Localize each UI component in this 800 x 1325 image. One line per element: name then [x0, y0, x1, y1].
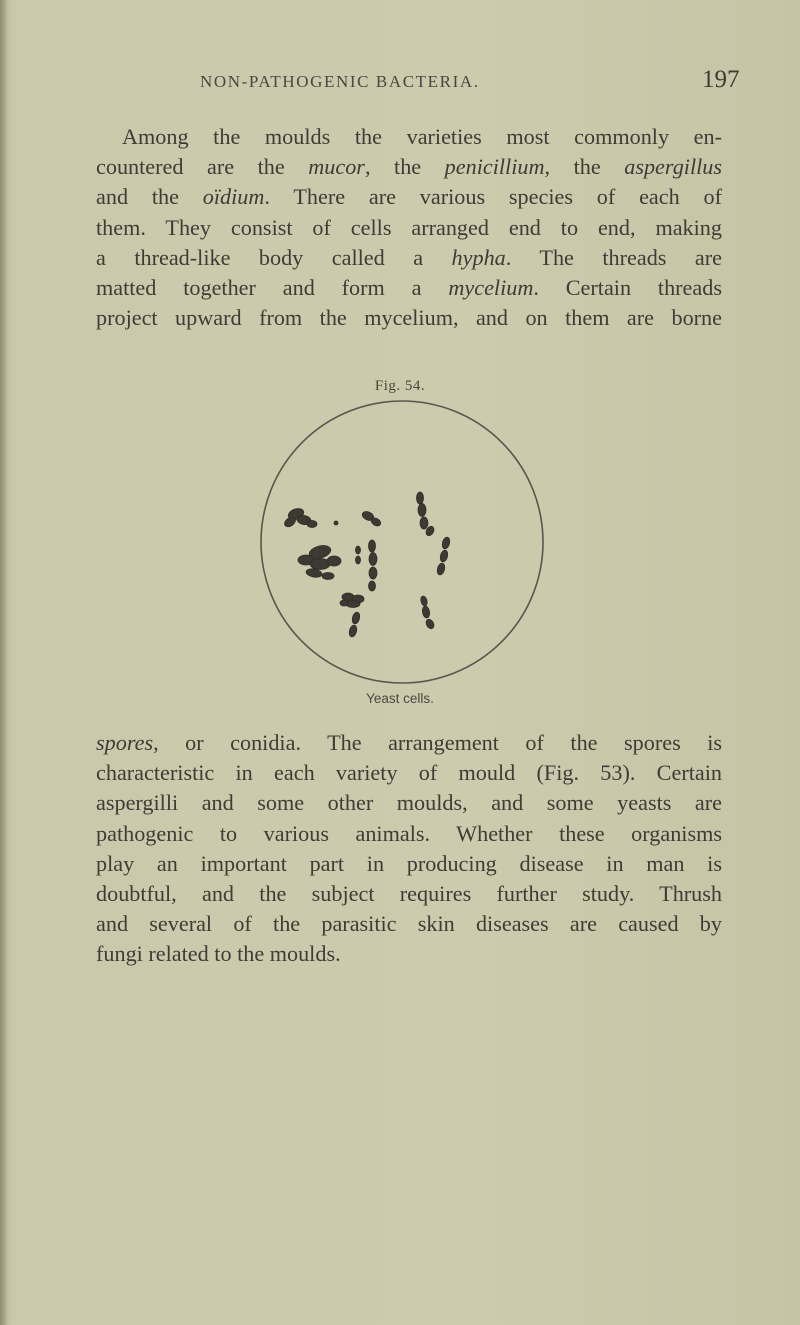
text-line: Among the moulds the varieties most commonly en- [122, 124, 722, 149]
figure-caption: Yeast cells. [366, 691, 434, 706]
text-line: and the oïdium. There are various species of each of [96, 184, 722, 210]
text-line: project upward from the mycelium, and on them are borne [96, 305, 722, 331]
text-line: characteristic in each variety of mould (Fig. 53). Certain [96, 760, 722, 786]
term-mycelium: mycelium [448, 275, 534, 301]
figure-label: Fig. 54. [374, 378, 426, 394]
text-line: matted together and form a mycelium. Certain threads [96, 275, 722, 301]
microscope-field-circle [261, 401, 543, 683]
term-hypha: hypha [451, 244, 506, 270]
text-line: countered are the mucor, the penicillium, the aspergillus [96, 154, 723, 180]
term-spores: spores [96, 730, 154, 755]
yeast-chain-right [436, 536, 451, 575]
yeast-cluster-lower [340, 593, 364, 608]
running-head: NON-PATHOGENIC BACTERIA. [200, 72, 480, 91]
yeast-chain-lower-right [420, 595, 436, 630]
text-line: aspergilli and some other moulds, and some yeasts are [96, 790, 722, 816]
yeast-chain-center [356, 540, 378, 591]
term-penicillium: penicillium [444, 154, 545, 180]
text-line: a thread-like body called a hypha. The threads are [96, 244, 722, 270]
yeast-cells-illustration [258, 398, 546, 686]
text-line: and several of the parasitic skin diseases are caused by [96, 911, 722, 937]
term-mucor: mucor [308, 154, 365, 180]
term-oidium: oïdium [202, 184, 265, 210]
yeast-chain-upper-right [417, 492, 436, 537]
term-aspergillus: aspergillus [624, 154, 723, 180]
text-line: play an important part in producing disease in man is [96, 850, 722, 876]
yeast-chain-lower-center [348, 611, 361, 637]
text-line: spores, or conidia. The arrangement of the spores is [96, 730, 722, 755]
page-gutter-shadow [0, 0, 8, 1325]
page-number: 197 [702, 66, 740, 93]
yeast-mass-left [298, 543, 341, 579]
text-line: doubtful, and the subject requires further study. Thrush [96, 881, 722, 907]
text-line: them. They consist of cells arranged end to end, making [96, 214, 722, 240]
yeast-cluster-upper-left [283, 507, 338, 529]
yeast-bud-upper-center [361, 510, 382, 528]
paragraph-moulds [96, 122, 722, 333]
text-line: pathogenic to various animals. Whether these organisms [96, 820, 722, 846]
text-line: fungi related to the moulds. [96, 941, 341, 967]
paragraph-spores [96, 728, 722, 970]
